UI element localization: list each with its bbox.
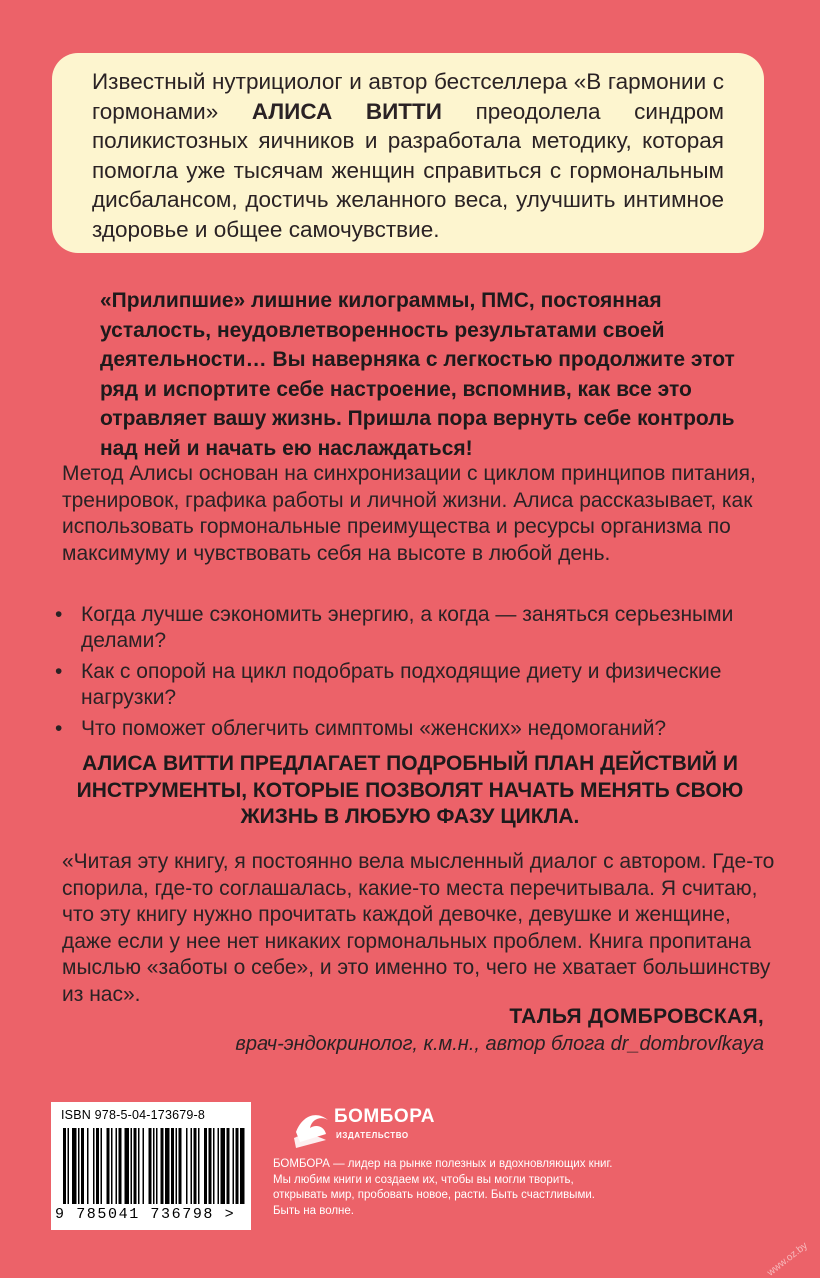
barcode-bar [131, 1128, 133, 1204]
publisher-description: БОМБОРА — лидер на рынке полезных и вдохновляющих книг. Мы любим книги и создаем их, чтобы вы могли творить, открывать мир, пробовать новое, расти. Быть счастливыми. Быть на волне. [273, 1158, 613, 1217]
barcode-bar [213, 1128, 215, 1204]
barcode [51, 1102, 251, 1230]
publisher-logo-subtitle: ИЗДАТЕЛЬСТВО [336, 1131, 409, 1140]
intro-text-start: Известный нутрициолог и автор бестселлера «В гармонии с гормонами» [92, 69, 724, 124]
list-item [55, 602, 775, 654]
barcode-bar [204, 1128, 207, 1204]
barcode-bar [191, 1128, 193, 1204]
bullet-text: Как с опорой на цикл подобрать подходящие диету и физические нагрузки? [81, 660, 722, 709]
barcode-bar [198, 1128, 200, 1204]
bullet-icon: • [55, 717, 63, 740]
barcode-bar [72, 1128, 77, 1204]
barcode-bar [179, 1128, 182, 1204]
barcode-bar [156, 1128, 158, 1204]
bold-paragraph: «Прилипшие» лишние килограммы, ПМС, постоянная усталость, неудовлетворенность результатами своей деятельности… Вы наверняка с легкостью продолжите этот ряд и испортите себе настроение, вспомнив, как все это отравляет вашу жизнь. Пришла пора вернуть себе контроль над ней и начать ею наслаждаться! [100, 289, 735, 460]
barcode-bar [209, 1128, 212, 1204]
isbn-label: ISBN 978-5-04-173679-8 [61, 1108, 206, 1122]
barcode-bar [236, 1128, 239, 1204]
list-item [55, 659, 775, 711]
barcode-bar [107, 1128, 110, 1204]
barcode-bar [221, 1128, 226, 1204]
barcode-digits: 9 785041 736798 > [55, 1206, 236, 1223]
barcode-bar [153, 1128, 155, 1204]
barcode-bar [87, 1128, 89, 1204]
bullet-text: Когда лучше сэкономить энергию, а когда — заняться серьезными делами? [81, 603, 734, 652]
barcode-bar [161, 1128, 164, 1204]
barcode-bar [134, 1128, 137, 1204]
caps-statement: АЛИСА ВИТТИ ПРЕДЛАГАЕТ ПОДРОБНЫЙ ПЛАН ДЕЙСТВИЙ И ИНСТРУМЕНТЫ, КОТОРЫЕ ПОЗВОЛЯТ НАЧАТЬ МЕНЯТЬ СВОЮ ЖИЗНЬ В ЛЮБУЮ ФАЗУ ЦИКЛА. [76, 752, 744, 828]
barcode-bar [194, 1128, 197, 1204]
barcode-bar [101, 1128, 103, 1204]
barcode-bar [81, 1128, 84, 1204]
barcode-bar [96, 1128, 99, 1204]
method-paragraph: Метод Алисы основан на синхронизации с циклом принципов питания, тренировок, графика работы и личной жизни. Алиса рассказывает, как использовать гормональные преимущества и ресурсы организма по максимуму и чувствовать себя на высоте в любой день. [62, 462, 756, 565]
barcode-bar [176, 1128, 178, 1204]
bullet-text: Что поможет облегчить симптомы «женских» недомоганий? [81, 717, 667, 740]
barcode-bar [138, 1128, 140, 1204]
bullet-list [55, 602, 775, 747]
barcode-bar [63, 1128, 66, 1204]
barcode-bar [218, 1128, 220, 1204]
barcode-bar [143, 1128, 145, 1204]
publisher-logo-name: БОМБОРА [334, 1106, 435, 1127]
barcode-bar [233, 1128, 235, 1204]
barcode-bar [93, 1128, 95, 1204]
quote-author: ТАЛЬЯ ДОМБРОВСКАЯ, [509, 1005, 764, 1028]
quote-author-title: врач-эндокринолог, к.м.н., автор блога dr_dombrovſkaya [235, 1033, 764, 1055]
watermark: www.oz.by [765, 1240, 810, 1278]
bullet-icon: • [55, 603, 63, 626]
intro-text-end: преодолела синдром поликистозных яичников и разработала методику, которая помогла уже тысячам женщин справиться с гормональным дисбалансом, достичь желанного веса, улучшить интимное здоровье и общее самочувствие. [92, 98, 724, 242]
barcode-bar [186, 1128, 188, 1204]
intro-box [52, 53, 764, 253]
list-item [55, 716, 775, 742]
intro-text [92, 67, 724, 244]
barcode-bar [68, 1128, 70, 1204]
bullet-icon: • [55, 660, 63, 683]
barcode-bar [165, 1128, 170, 1204]
barcode-bar [78, 1128, 80, 1204]
barcode-bar [125, 1128, 130, 1204]
barcode-bar [171, 1128, 174, 1204]
barcode-bar [116, 1128, 118, 1204]
barcode-bar [149, 1128, 152, 1204]
barcode-bar [227, 1128, 230, 1204]
author-name: АЛИСА ВИТТИ [251, 98, 442, 124]
barcode-bar [119, 1128, 122, 1204]
barcode-bar [111, 1128, 113, 1204]
review-quote: «Читая эту книгу, я постоянно вела мысленный диалог с автором. Где-то спорила, где-то соглашалась, какие-то места перечитывала. Я считаю, что эту книгу нужно прочитать каждой девочке, девушке и женщине, даже если у нее нет никаких гормональных проблем. Книга пропитана мыслью «заботы о себе», и это именно то, чего не хватает большинству из нас». [62, 850, 775, 1006]
barcode-bar [240, 1128, 245, 1204]
